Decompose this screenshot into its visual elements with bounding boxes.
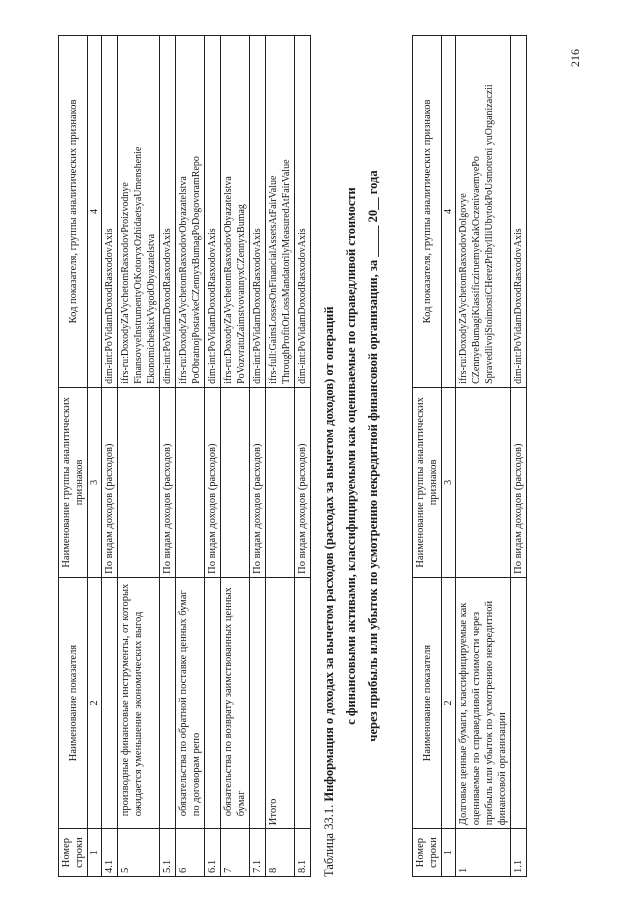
row-number: 6.1	[205, 829, 221, 877]
indicator-code: ifrs-ru:DoxodyZaVychetomRasxodovProizvodnye FinansovyeInstrumentyOtKotoryxOzhidaetsyaUmenshenie EkonomicheskixVygodObyazatelstva	[118, 36, 160, 388]
table-row	[511, 36, 527, 877]
table-caption-title: Информация о доходах за вычетом расходов (расходах за вычетом доходов) от операций	[322, 306, 336, 802]
indicator-code: ifrs-ru:DoxodyZaVychetomRasxodovObyazatelstva PoObratnojPostavkeCZennyxBumagPoDogovoramRepo	[176, 36, 205, 388]
header-indicator-name: Наименование показателя	[59, 577, 88, 828]
indicator-name	[205, 577, 221, 828]
row-number: 8.1	[295, 829, 311, 877]
row-number: 5.1	[160, 829, 176, 877]
header-indicator-name: Наименование показателя	[413, 577, 442, 828]
indicator-name: Долговые ценные бумаги, классифицируемые как оцениваемые по справедливой стоимости через прибыль или убыток по усмотрению некредитной финансовой организации	[456, 577, 511, 828]
table-33-1	[412, 35, 527, 877]
row-number: 4.1	[102, 829, 118, 877]
income-expense-table-continued	[58, 35, 311, 877]
header-code: Код показателя, группы аналитических признаков	[59, 36, 88, 388]
table-row	[160, 36, 176, 877]
indicator-name: Итого	[266, 577, 295, 828]
group-name	[266, 387, 295, 577]
column-number-row	[442, 36, 456, 877]
row-number: 1.1	[511, 829, 527, 877]
group-name: По видам доходов (расходов)	[160, 387, 176, 577]
group-name: По видам доходов (расходов)	[102, 387, 118, 577]
column-number: 3	[88, 387, 102, 577]
table-caption-line-1	[320, 35, 338, 877]
table-row	[456, 36, 511, 877]
indicator-name	[250, 577, 266, 828]
row-number: 6	[176, 829, 205, 877]
table-row	[266, 36, 295, 877]
table-row	[250, 36, 266, 877]
table-header-row	[59, 36, 88, 877]
column-number: 1	[442, 829, 456, 877]
page-number: 216	[568, 49, 582, 67]
column-number: 1	[88, 829, 102, 877]
group-name: По видам доходов (расходов)	[250, 387, 266, 577]
indicator-name	[102, 577, 118, 828]
header-group-name: Наименование группы аналитических признаков	[59, 387, 88, 577]
indicator-name: обязательства по обратной поставке ценных бумаг по договорам репо	[176, 577, 205, 828]
indicator-code: dim-int:PoVidamDoxodRasxodovAxis	[295, 36, 311, 388]
indicator-name	[295, 577, 311, 828]
group-name	[118, 387, 160, 577]
row-number: 1	[456, 829, 511, 877]
header-row-number: Номер строки	[413, 829, 442, 877]
indicator-code: ifrs-ru:DoxodyZaVychetomRasxodovObyazatelstva PoVozvratuZaimstvovannyxCZennyxBumag	[221, 36, 250, 388]
table-row	[176, 36, 205, 877]
table-row	[205, 36, 221, 877]
row-number: 7.1	[250, 829, 266, 877]
indicator-code: ifrs-full:GainsLossesOnFinancialAssetsAtFairValue ThroughProfitOrLossMandatorilyMeasuredAtFairValue	[266, 36, 295, 388]
column-number: 4	[442, 36, 456, 388]
table-caption-prefix: Таблица 33.1.	[322, 801, 336, 877]
header-code: Код показателя, группы аналитических признаков	[413, 36, 442, 388]
column-number: 3	[442, 387, 456, 577]
indicator-code: dim-int:PoVidamDoxodRasxodovAxis	[250, 36, 266, 388]
header-group-name: Наименование группы аналитических признаков	[413, 387, 442, 577]
table-row	[102, 36, 118, 877]
group-name	[176, 387, 205, 577]
header-row-number: Номер строки	[59, 829, 88, 877]
row-number: 7	[221, 829, 250, 877]
indicator-code: dim-int:PoVidamDoxodRasxodovAxis	[102, 36, 118, 388]
indicator-code: dim-int:PoVidamDoxodRasxodovAxis	[511, 36, 527, 388]
table-caption-line-2: с финансовыми активами, классифицируемыми как оцениваемые по справедливой стоимости	[344, 187, 358, 725]
row-number: 5	[118, 829, 160, 877]
indicator-name	[160, 577, 176, 828]
indicator-name: производные финансовые инструменты, от которых ожидается уменьшение экономических выгод	[118, 577, 160, 828]
table-caption-line-3: через прибыль или убыток по усмотрению некредитной финансовой организации, за _____ 20__ года	[366, 170, 380, 742]
row-number: 8	[266, 829, 295, 877]
group-name: По видам доходов (расходов)	[511, 387, 527, 577]
indicator-code: dim-int:PoVidamDoxodRasxodovAxis	[160, 36, 176, 388]
column-number-row	[88, 36, 102, 877]
indicator-name: обязательства по возврату заимствованных ценных бумаг	[221, 577, 250, 828]
indicator-code: ifrs-ru:DoxodyZaVychetomRasxodovDolgovye CZennyeBumagiKlassificziruemyeKakOczenivaemyePo SpravedlivojStoimostiCHerezPribylIliUbytokPoUsmotreni yuOrganizaczii	[456, 36, 511, 388]
group-name: По видам доходов (расходов)	[205, 387, 221, 577]
indicator-name	[511, 577, 527, 828]
table-header-row	[413, 36, 442, 877]
table-row	[295, 36, 311, 877]
column-number: 2	[442, 577, 456, 828]
group-name: По видам доходов (расходов)	[295, 387, 311, 577]
indicator-code: dim-int:PoVidamDoxodRasxodovAxis	[205, 36, 221, 388]
group-name	[221, 387, 250, 577]
column-number: 4	[88, 36, 102, 388]
column-number: 2	[88, 577, 102, 828]
table-row	[221, 36, 250, 877]
group-name	[456, 387, 511, 577]
table-row	[118, 36, 160, 877]
